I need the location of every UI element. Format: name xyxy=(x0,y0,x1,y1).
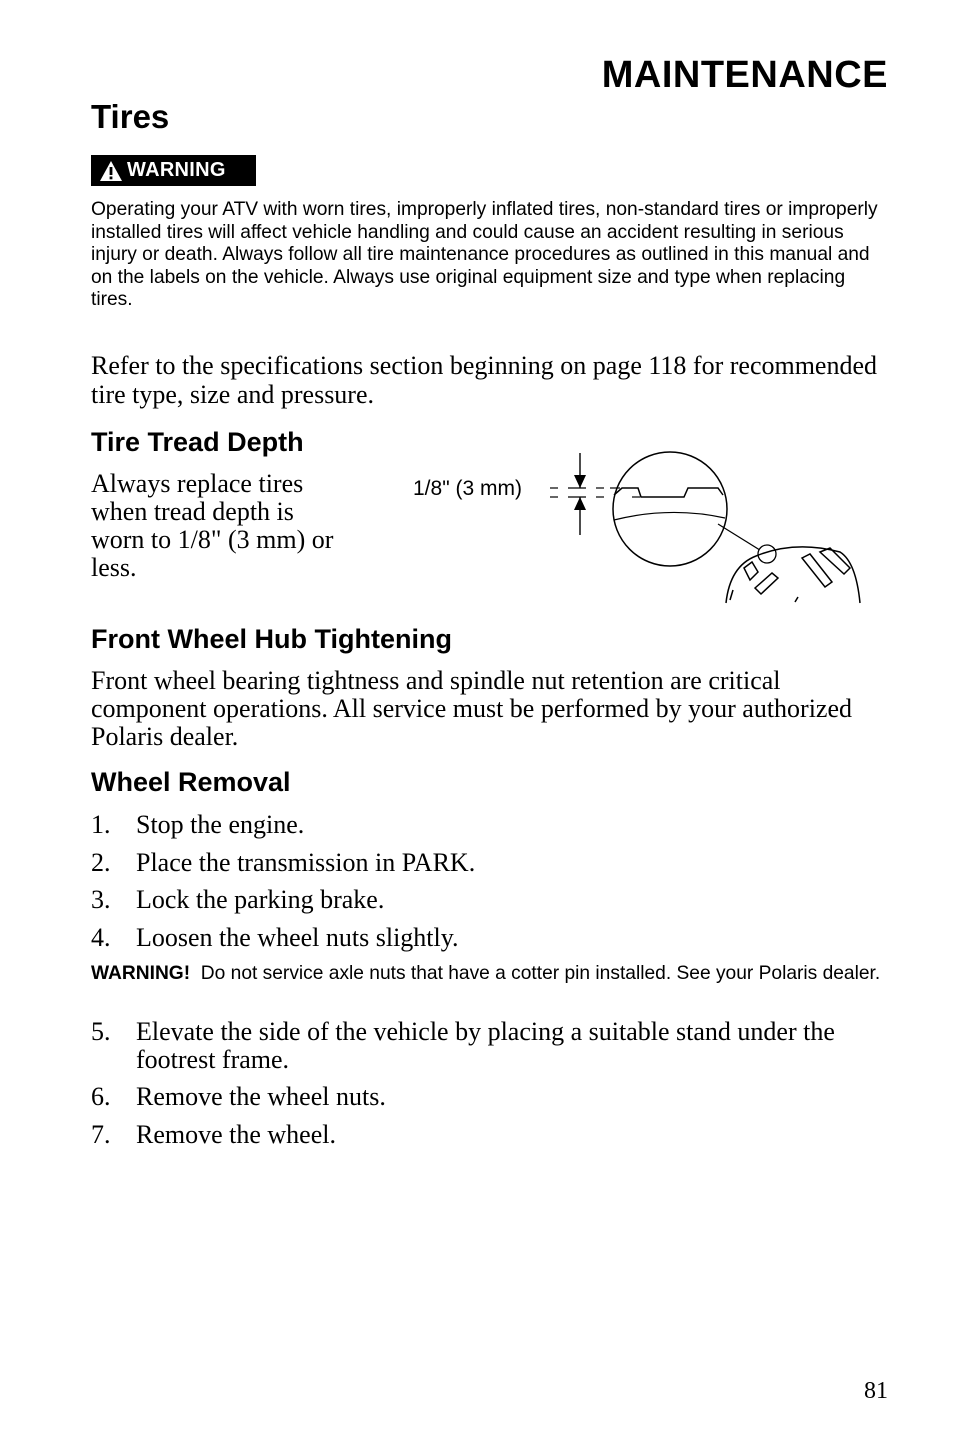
list-item: 3. Lock the parking brake. xyxy=(91,885,385,914)
list-item: 5. Elevate the side of the vehicle by placing a suitable stand under the footrest frame. xyxy=(91,1017,835,1074)
removal-warning-text: Do not service axle nuts that have a cotter pin installed. See your Polaris dealer. xyxy=(200,963,881,984)
list-item: 1. Stop the engine. xyxy=(91,810,305,839)
tread-depth-text: Always replace tires when tread depth is worn to 1/8" (3 mm) or less. xyxy=(91,469,334,582)
hub-tightening-text: Front wheel bearing tightness and spindle nut retention are critical component operations. All service must be performed by your authorized Polaris dealer. xyxy=(91,666,853,751)
tread-depth-diagram xyxy=(400,440,880,608)
refer-specifications-text: Refer to the specifications section beginning on page 118 for recommended tire type, size and pressure. xyxy=(91,351,878,409)
dimension-arrows xyxy=(574,453,586,535)
tire-warning-text: Operating your ATV with worn tires, improperly inflated tires, non-standard tires or improperly installed tires will affect vehicle handling and could cause an accident resulting in serious injury or death. Always follow all tire maintenance procedures as outlined in this manual and on the labels on the vehicle. Always use original equipment size and type when replacing tires. xyxy=(91,199,878,311)
list-item: 6. Remove the wheel nuts. xyxy=(91,1082,386,1111)
list-item: 7. Remove the wheel. xyxy=(91,1120,336,1149)
wheel-removal-heading: Wheel Removal xyxy=(91,767,291,797)
tires-heading: Tires xyxy=(91,98,170,135)
section-title: MAINTENANCE xyxy=(601,54,888,96)
warning-triangle-icon xyxy=(99,160,123,182)
removal-warning xyxy=(91,963,891,986)
list-item: 2. Place the transmission in PARK. xyxy=(91,848,476,877)
tread-depth-heading: Tire Tread Depth xyxy=(91,427,304,457)
list-item: 4. Loosen the wheel nuts slightly. xyxy=(91,923,459,952)
hub-tightening-heading: Front Wheel Hub Tightening xyxy=(91,624,452,654)
page-number: 81 xyxy=(864,1378,888,1404)
warning-badge xyxy=(91,155,256,186)
removal-warning-label: WARNING! xyxy=(91,963,191,984)
warning-label: WARNING xyxy=(127,159,226,181)
tread-depth-label: 1/8" (3 mm) xyxy=(413,477,522,500)
tire-illustration xyxy=(726,547,860,603)
